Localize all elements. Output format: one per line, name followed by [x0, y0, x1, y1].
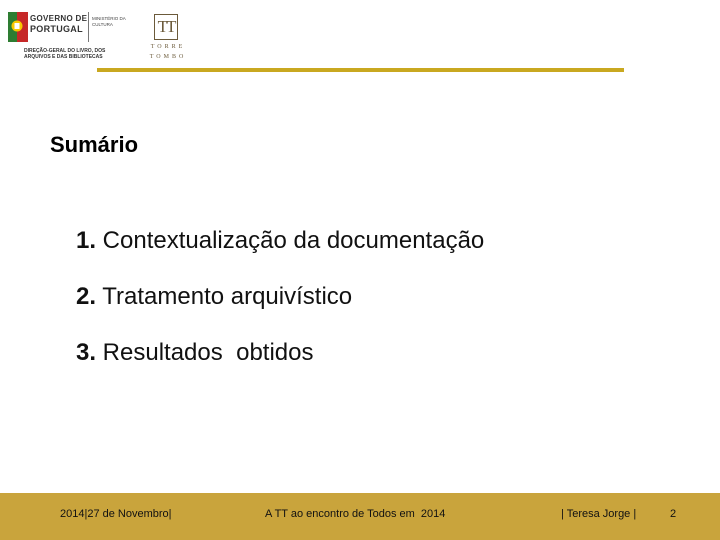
gov-logo-subtitle: DIREÇÃO-GERAL DO LIVRO, DOS ARQUIVOS E DAS BIBLIOTECAS — [24, 48, 106, 60]
header-logos — [8, 8, 198, 68]
tt-mark: TT — [154, 14, 178, 40]
tt-word-torre: TORRE — [150, 44, 186, 50]
agenda-item — [76, 280, 484, 336]
slide-footer — [0, 493, 720, 540]
agenda-item-number: 1. — [76, 227, 97, 254]
agenda-item-text: Resultados obtidos — [96, 339, 314, 366]
governo-portugal-logo — [8, 8, 126, 68]
logo-separator — [88, 12, 89, 42]
agenda-item — [76, 336, 484, 392]
agenda-item-text: Contextualização da documentação — [96, 227, 485, 254]
agenda-item — [76, 224, 484, 280]
gov-logo-line2: PORTUGAL — [30, 24, 83, 34]
footer-date: 2014|27 de Novembro| — [60, 508, 172, 520]
header-divider — [97, 68, 624, 72]
torre-tombo-logo — [146, 12, 190, 68]
portugal-emblem-icon — [8, 12, 28, 42]
tt-word-tombo: TOMBO — [149, 54, 187, 60]
ministry-label: MINISTÉRIO DA CULTURA — [92, 16, 126, 27]
gov-logo-line1: GOVERNO DE — [30, 14, 88, 23]
page-number: 2 — [670, 508, 677, 520]
agenda-item-number: 3. — [76, 339, 97, 366]
slide-title: Sumário — [50, 132, 139, 157]
footer-event: A TT ao encontro de Todos em 2014 — [265, 508, 446, 520]
agenda-item-number: 2. — [76, 283, 97, 310]
agenda-list — [76, 224, 484, 392]
footer-author: | Teresa Jorge | — [561, 508, 637, 520]
agenda-item-text: Tratamento arquivístico — [96, 283, 353, 310]
